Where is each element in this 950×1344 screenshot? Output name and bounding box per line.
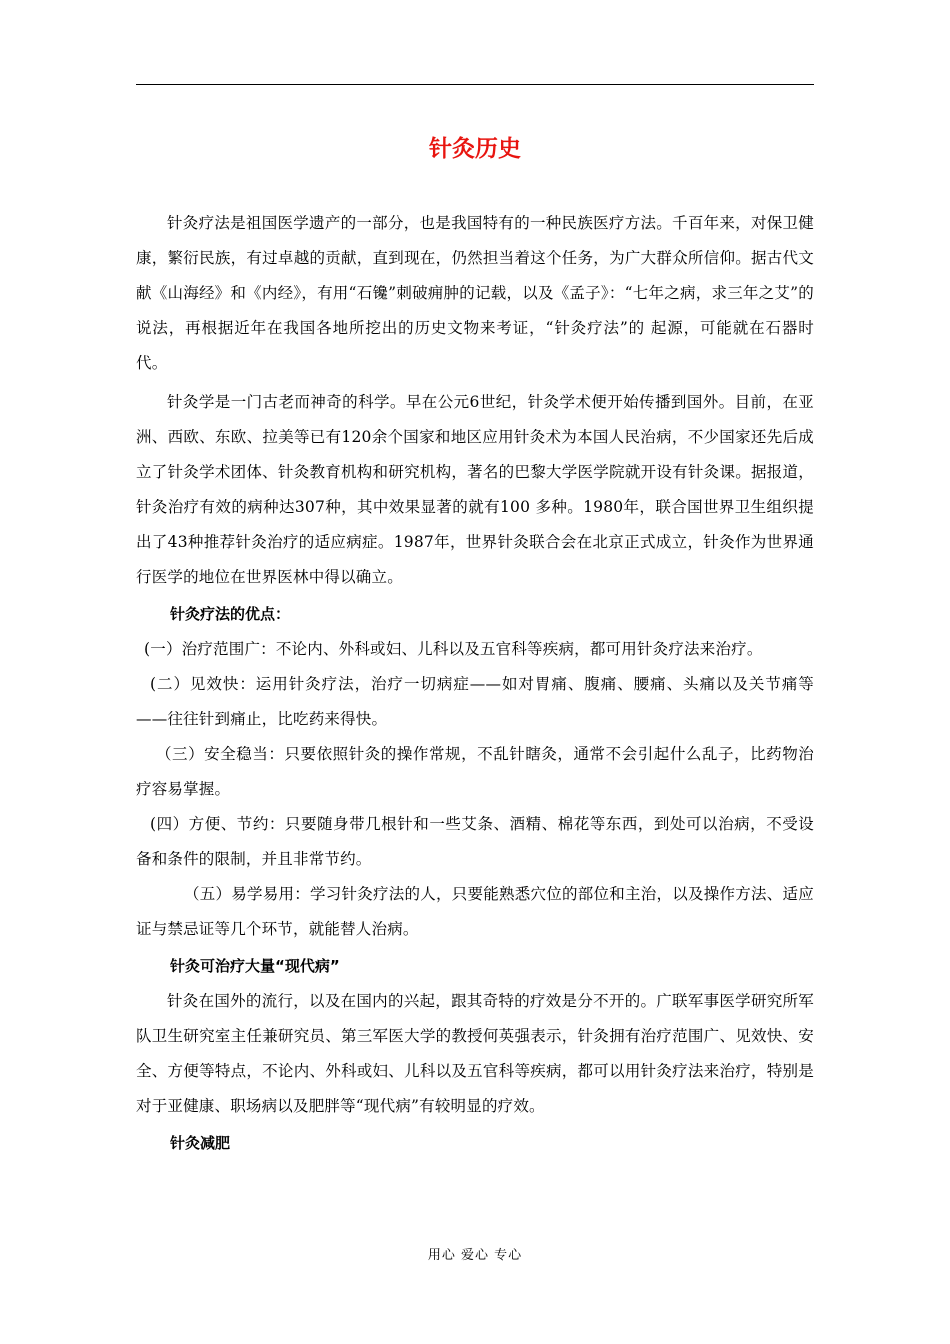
advantage-item: （三）安全稳当：只要依照针灸的操作常规，不乱针瞎灸，通常不会引起什么乱子，比药物治疗容易掌握。 (136, 745, 814, 798)
advantage-item: (一）治疗范围广：不论内、外科或妇、儿科以及五官科等疾病，都可用针灸疗法来治疗。 (144, 640, 763, 658)
advantage-item: (四）方便、节约：只要随身带几根针和一些艾条、酒精、棉花等东西，到处可以治病，不受设备和条件的限制，并且非常节约。 (136, 815, 814, 868)
paragraph-modern-disease: 针灸在国外的流行，以及在国内的兴起，跟其奇特的疗效是分不开的。广联军事医学研究所军队卫生研究室主任兼研究员、第三军医大学的教授何英强表示，针灸拥有治疗范围广、见效快、安全、方便等特点，不论内、外科或妇、儿科以及五官科等疾病，都可以用针灸疗法来治疗，特别是对于亚健康、职场病以及肥胖等“现代病”有较明显的疗效。 (136, 992, 814, 1115)
page-title: 针灸历史 (429, 136, 521, 162)
header-rule (136, 84, 814, 85)
paragraph-origin: 针灸疗法是祖国医学遗产的一部分，也是我国特有的一种民族医疗方法。千百年来，对保卫健康，繁衍民族，有过卓越的贡献，直到现在，仍然担当着这个任务，为广大群众所信仰。据古代文献《山海经》和《内经》，有用“石镵”刺破痈肿的记载，以及《孟子》：“七年之病，求三年之艾”的说法，再根据近年在我国各地所挖出的历史文物来考证，“针灸疗法”的 起源，可能就在石器时代。 (136, 214, 814, 372)
advantage-item: （五）易学易用：学习针灸疗法的人，只要能熟悉穴位的部位和主治，以及操作方法、适应证与禁忌证等几个环节，就能替人治病。 (136, 885, 814, 938)
advantages-heading: 针灸疗法的优点： (170, 605, 291, 623)
page-footer: 用心 爱心 专心 (427, 1248, 523, 1263)
document-page (136, 0, 814, 1344)
paragraph-spread: 针灸学是一门古老而神奇的科学。早在公元6世纪，针灸学术便开始传播到国外。目前，在亚洲、西欧、东欧、拉美等已有120余个国家和地区应用针灸术为本国人民治病，不少国家还先后成立了针灸学术团体、针灸教育机构和研究机构，著名的巴黎大学医学院就开设有针灸课。据报道，针灸治疗有效的病种达307种，其中效果显著的就有100 多种。1980年，联合国世界卫生组织提出了43种推荐针灸治疗的适应病症。1987年，世界针灸联合会在北京正式成立，针灸作为世界通行医学的地位在世界医林中得以确立。 (136, 393, 814, 586)
modern-disease-heading: 针灸可治疗大量“现代病” (170, 957, 340, 975)
weight-loss-heading: 针灸减肥 (170, 1134, 231, 1152)
document-body (136, 206, 814, 1161)
advantage-item: (二）见效快：运用针灸疗法，治疗一切病症——如对胃痛、腹痛、腰痛、头痛以及关节痛等——往往针到痛止，比吃药来得快。 (136, 675, 814, 728)
